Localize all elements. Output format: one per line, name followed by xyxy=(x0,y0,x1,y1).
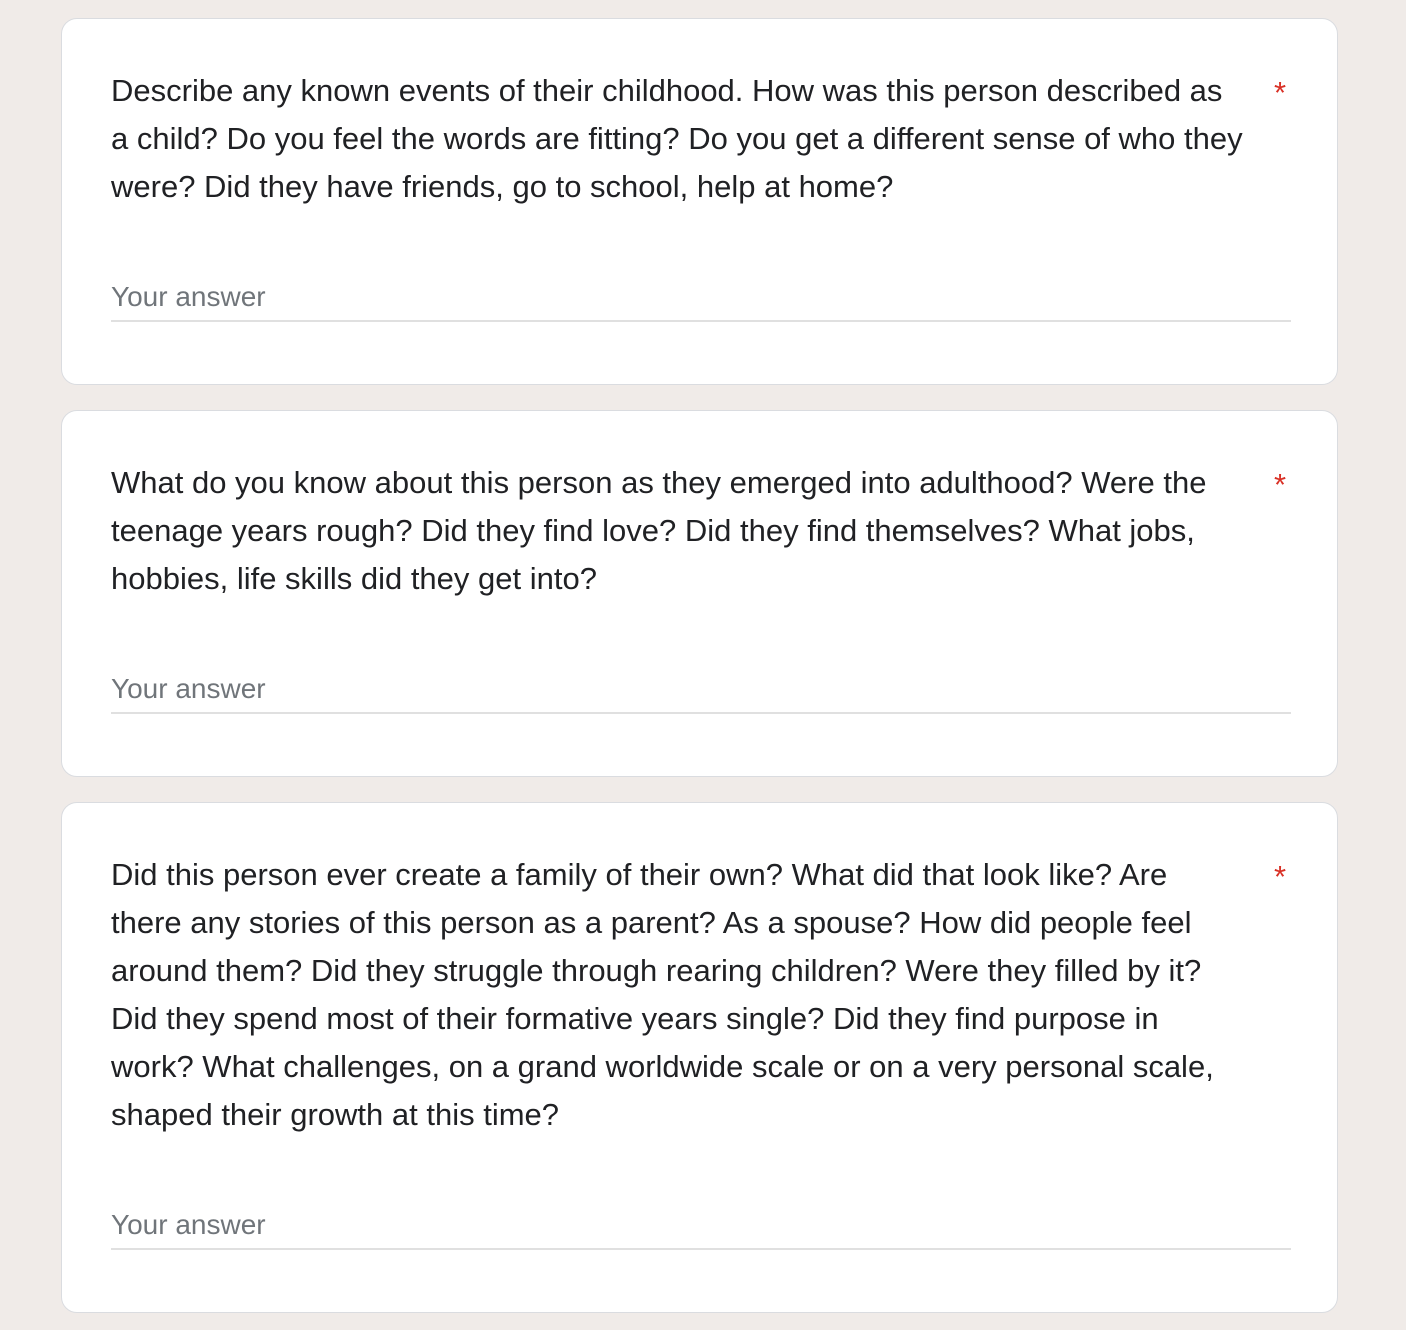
answer-field[interactable] xyxy=(111,1202,1291,1250)
question-card-childhood xyxy=(61,18,1338,385)
question-text: What do you know about this person as they emerged into adulthood? Were the teenage years rough? Did they find love? Did they find themselves? What jobs, hobbies, life skills did they get into? xyxy=(111,465,1207,596)
answer-input[interactable] xyxy=(111,1202,1291,1248)
answer-input[interactable] xyxy=(111,274,1291,320)
question-card-family xyxy=(61,802,1338,1313)
required-asterisk: * xyxy=(1274,75,1287,110)
answer-field[interactable] xyxy=(111,274,1291,322)
required-asterisk: * xyxy=(1274,467,1287,502)
question-text: Describe any known events of their childhood. How was this person described as a child? Do you feel the words are fitting? Do you get a different sense of who they were? Did they have friends, go to school, help at home? xyxy=(111,73,1243,204)
question-text: Did this person ever create a family of their own? What did that look like? Are there any stories of this person as a parent? As a spouse? How did people feel around them? Did they struggle through rearing children? Were they filled by it? Did they spend most of their formative years single? Did they find purpose in work? What challenges, on a grand worldwide scale or on a very personal scale, shaped their growth at this time? xyxy=(111,857,1214,1132)
question-card-adulthood xyxy=(61,410,1338,777)
answer-input[interactable] xyxy=(111,666,1291,712)
required-asterisk: * xyxy=(1274,859,1287,894)
answer-field[interactable] xyxy=(111,666,1291,714)
